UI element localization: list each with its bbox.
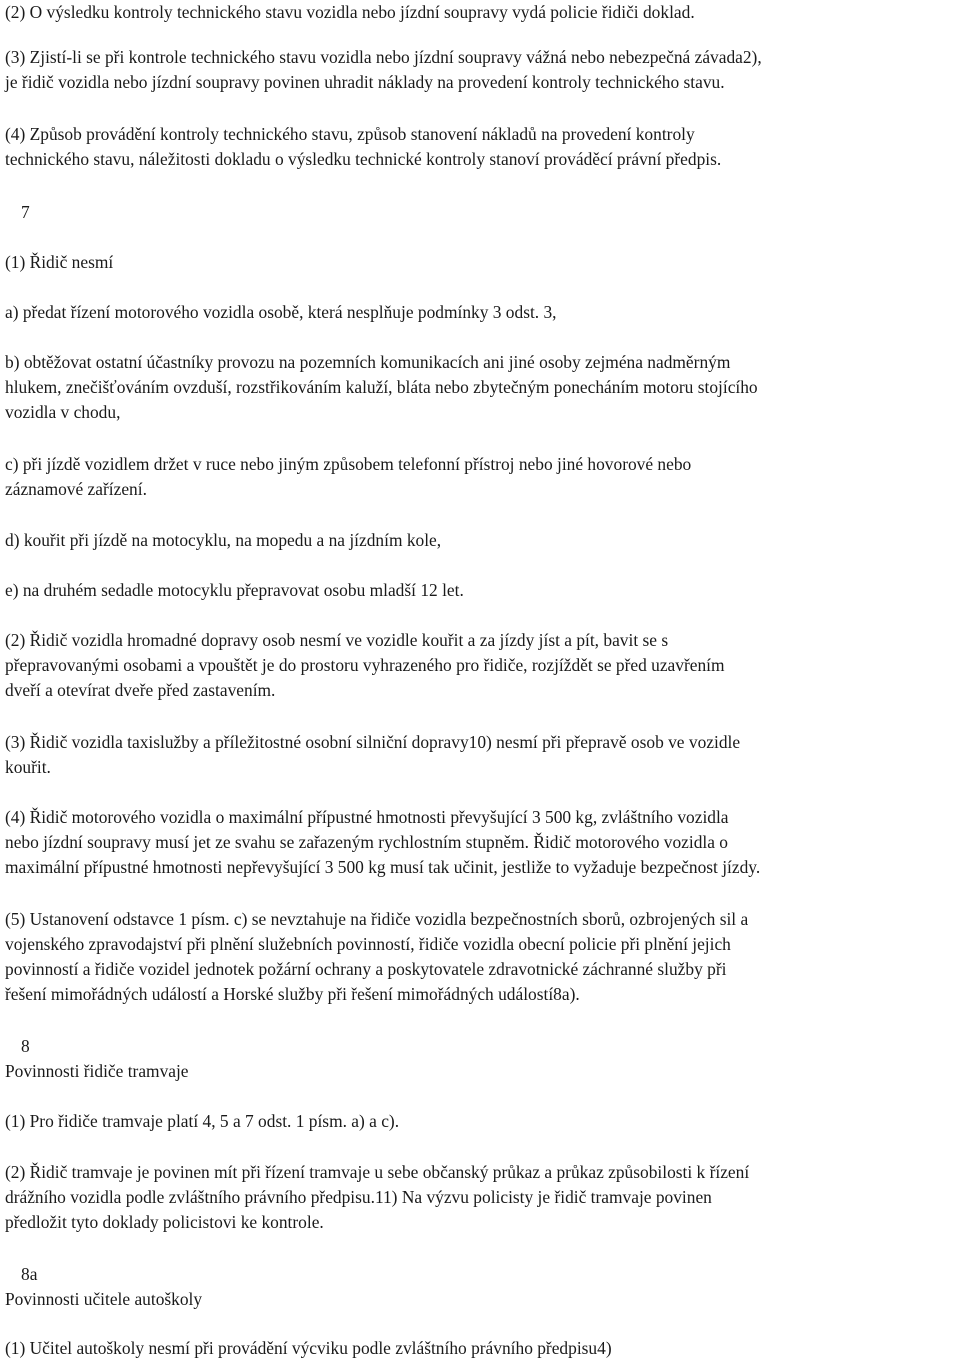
text-line: (2) Řidič tramvaje je povinen mít při řízení tramvaje u sebe občanský průkaz a průkaz způsobilosti k řízení	[5, 1162, 750, 1182]
section-number: 8	[21, 1036, 30, 1056]
text-line: drážního vozidla podle zvláštního právního předpisu.11) Na výzvu policisty je řidič tramvaje povinen	[5, 1187, 712, 1207]
text-line: technického stavu, náležitosti dokladu o výsledku technické kontroly stanoví prováděcí právní předpis.	[5, 149, 722, 169]
text-line: (4) Řidič motorového vozidla o maximální přípustné hmotnosti převyšující 3 500 kg, zvláštního vozidla	[5, 807, 729, 827]
section-title: Povinnosti učitele autoškoly	[5, 1289, 203, 1309]
text-line: (1) Pro řidiče tramvaje platí 4, 5 a 7 odst. 1 písm. a) a c).	[5, 1111, 400, 1131]
item-e	[5, 578, 955, 603]
text-line: (3) Zjistí-li se při kontrole technického stavu vozidla nebo jízdní soupravy vážná nebo nebezpečná závada2),	[5, 47, 762, 67]
text-line: přepravovanými osobami a vpouštět je do prostoru vyhrazeného pro řidiče, rozjíždět se před uzavřením	[5, 655, 725, 675]
text-line: předložit tyto doklady policistovi ke kontrole.	[5, 1212, 324, 1232]
text-line: je řidič vozidla nebo jízdní soupravy povinen uhradit náklady na provedení kontroly technického stavu.	[5, 72, 725, 92]
text-line: (4) Způsob provádění kontroly technického stavu, způsob stanovení nákladů na provedení kontroly	[5, 124, 695, 144]
paragraph-7-1	[5, 250, 955, 275]
paragraph-8-2	[5, 1160, 955, 1235]
text-line: a) předat řízení motorového vozidla osobě, která nesplňuje podmínky 3 odst. 3,	[5, 302, 557, 322]
paragraph-8-1	[5, 1109, 955, 1134]
paragraph-3	[5, 45, 955, 95]
item-a	[5, 300, 955, 325]
text-line: kouřit.	[5, 757, 51, 777]
paragraph-7-4	[5, 805, 955, 880]
paragraph-7-5	[5, 907, 955, 1007]
text-line: hlukem, znečišťováním ovzduší, rozstřikováním kaluží, bláta nebo zbytečným ponecháním motoru stojícího	[5, 377, 758, 397]
text-line: nebo jízdní soupravy musí jet ze svahu se zařazeným rychlostním stupněm. Řidič motorového vozidla o	[5, 832, 728, 852]
section-heading-8a	[5, 1262, 955, 1312]
text-line: dveří a otevírat dveře před zastavením.	[5, 680, 276, 700]
paragraph-7-3	[5, 730, 955, 780]
text-line: (3) Řidič vozidla taxislužby a příležitostné osobní silniční dopravy10) nesmí při přepravě osob ve vozidle	[5, 732, 741, 752]
section-title: Povinnosti řidiče tramvaje	[5, 1061, 189, 1081]
paragraph-7-2	[5, 628, 955, 703]
text-line: c) při jízdě vozidlem držet v ruce nebo jiným způsobem telefonní přístroj nebo jiné hovorové nebo	[5, 454, 692, 474]
item-c	[5, 452, 955, 502]
text-line: (1) Učitel autoškoly nesmí při provádění výcviku podle zvláštního právního předpisu4)	[5, 1338, 612, 1358]
text-line: (2) Řidič vozidla hromadné dopravy osob nesmí ve vozidle kouřit a za jízdy jíst a pít, bavit se s	[5, 630, 669, 650]
text-line: (5) Ustanovení odstavce 1 písm. c) se nevztahuje na řidiče vozidla bezpečnostních sborů, ozbrojených sil a	[5, 909, 749, 929]
text-line: (2) O výsledku kontroly technického stavu vozidla nebo jízdní soupravy vydá policie řidiči doklad.	[5, 2, 695, 22]
text-line: vojenského zpravodajství při plnění služebních povinností, řidiče vozidla obecní policie při plnění jejich	[5, 934, 731, 954]
text-line: (1) Řidič nesmí	[5, 252, 114, 272]
section-number: 8a	[21, 1264, 38, 1284]
item-d	[5, 528, 955, 553]
paragraph-2	[5, 0, 955, 25]
text-line: řešení mimořádných událostí a Horské služby při řešení mimořádných událostí8a).	[5, 984, 580, 1004]
text-line: záznamové zařízení.	[5, 479, 147, 499]
section-number: 7	[21, 202, 30, 222]
text-line: povinností a řidiče vozidel jednotek požární ochrany a poskytovatele zdravotnické záchranné služby při	[5, 959, 727, 979]
paragraph-8a-1	[5, 1336, 955, 1361]
text-line: vozidla v chodu,	[5, 402, 121, 422]
section-heading-8	[5, 1034, 955, 1084]
text-line: e) na druhém sedadle motocyklu přepravovat osobu mladší 12 let.	[5, 580, 464, 600]
item-b	[5, 350, 955, 425]
paragraph-4	[5, 122, 955, 172]
text-line: b) obtěžovat ostatní účastníky provozu na pozemních komunikacích ani jiné osoby zejména nadměrným	[5, 352, 731, 372]
section-heading-7	[5, 200, 955, 225]
text-line: maximální přípustné hmotnosti nepřevyšující 3 500 kg musí tak učinit, jestliže to vyžaduje bezpečnost jízdy.	[5, 857, 761, 877]
text-line: d) kouřit při jízdě na motocyklu, na mopedu a na jízdním kole,	[5, 530, 442, 550]
